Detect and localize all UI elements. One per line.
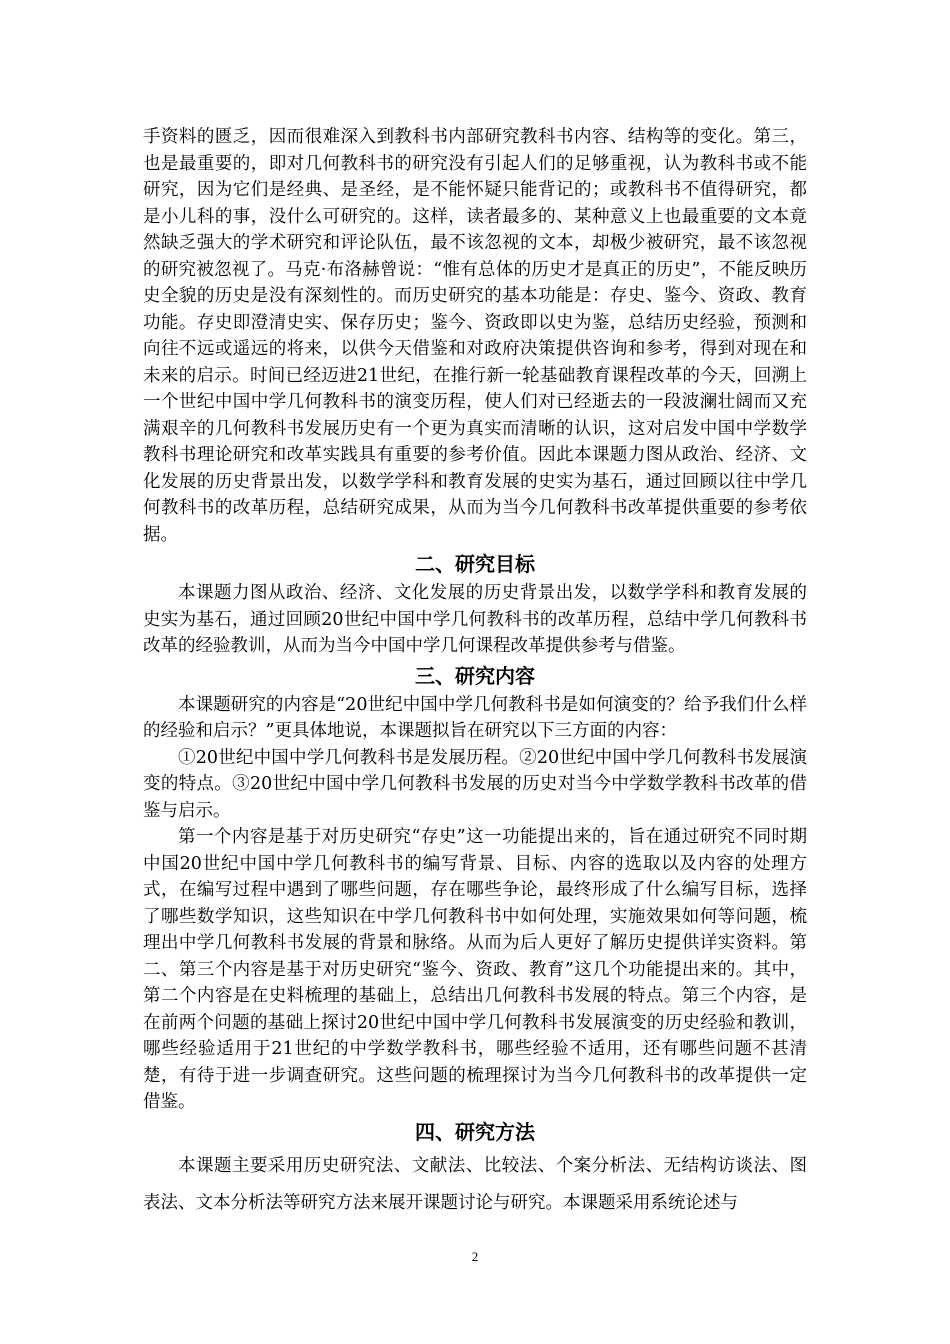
intro-paragraph: 手资料的匮乏，因而很难深入到教科书内部研究教科书内容、结构等的变化。第三，也是最重要的，即对几何教科书的研究没有引起人们的足够重视，认为教科书或不能研究，因为它们是经典、是圣经，是不能怀疑只能背记的；或教科书不值得研究，都是小儿科的事，没什么可研究的。这样，读者最多的、某种意义上也最重要的文本竟然缺乏强大的学术研究和评论队伍，最不该忽视的文本，却极少被研究，最不该忽视的研究被忽视了。马克·布洛赫曾说：“惟有总体的历史才是真正的历史”，不能反映历史全貌的历史是没有深刻性的。而历史研究的基本功能是：存史、鉴今、资政、教育功能。存史即澄清史实、保存历史；鉴今、资政即以史为鉴，总结历史经验，预测和向往不远或遥远的将来，以供今天借鉴和对政府决策提供咨询和参考，得到对现在和未来的启示。时间已经迈进21世纪，在推行新一轮基础教育课程改革的今天，回溯上一个世纪中国中学几何教科书的演变历程，使人们对已经逝去的一段波澜壮阔而又充满艰辛的几何教科书发展历史有一个更为真实而清晰的认识，这对启发中国中学数学教科书理论研究和改革实践具有重要的参考价值。因此本课题力图从政治、经济、文化发展的历史背景出发，以数学学科和教育发展的史实为基石，通过回顾以往中学几何教科书的改革历程，总结研究成果，从而为当今几何教科书改革提供重要的参考依据。 (143, 127, 807, 545)
section-heading-goal: 二、研究目标 (415, 552, 535, 576)
section-heading-content: 三、研究内容 (415, 663, 535, 688)
content-paragraph-1: 本课题研究的内容是“20世纪中国中学几何教科书是如何演变的？给予我们什么样的经验和启示？”更具体地说，本课题拟旨在研究以下三方面的内容： (143, 694, 807, 741)
goal-paragraph: 本课题力图从政治、经济、文化发展的历史背景出发，以数学学科和教育发展的史实为基石，通过回顾20世纪中国中学几何教科书的改革历程，总结中学几何教科书改革的经验教训，从而为当今中国中学几何课程改革提供参考与借鉴。 (143, 583, 807, 656)
content-paragraph-3: 第一个内容是基于对历史研究“存史”这一功能提出来的，旨在通过研究不同时期中国20世纪中国中学几何教科书的编写背景、目标、内容的选取以及内容的处理方式，在编写过程中遇到了哪些问题，存在哪些争论，最终形成了什么编写目标，选择了哪些数学知识，这些知识在中学几何教科书中如何处理，实施效果如何等问题，梳理出中学几何教科书发展的背景和脉络。从而为后人更好了解历史提供详实资料。第二、第三个内容是基于对历史研究“鉴今、资政、教育”这几个功能提出来的。其中，第二个内容是在史料梳理的基础上，总结出几何教科书发展的特点。第三个内容，是在前两个问题的基础上探讨20世纪中国中学几何教科书发展演变的历史经验和教训，哪些经验适用于21世纪的中学数学教科书，哪些经验不适用，还有哪些问题不甚清楚，有待于进一步调查研究。这些问题的梳理探讨为当今几何教科书的改革提供一定借鉴。 (143, 827, 807, 1112)
section-heading-method: 四、研究方法 (415, 1119, 535, 1144)
content-paragraph-2: ①20世纪中国中学几何教科书是发展历程。②20世纪中国中学几何教科书发展演变的特点。③20世纪中国中学几何教科书发展的历史对当今中学数学教科书改革的借鉴与启示。 (143, 747, 807, 821)
method-paragraph: 本课题主要采用历史研究法、文献法、比较法、个案分析法、无结构访谈法、图表法、文本分析法等研究方法来展开课题讨论与研究。本课题采用系统论述与 (143, 1155, 807, 1213)
page-body (143, 124, 807, 1222)
page-number: 2 (471, 1249, 479, 1264)
